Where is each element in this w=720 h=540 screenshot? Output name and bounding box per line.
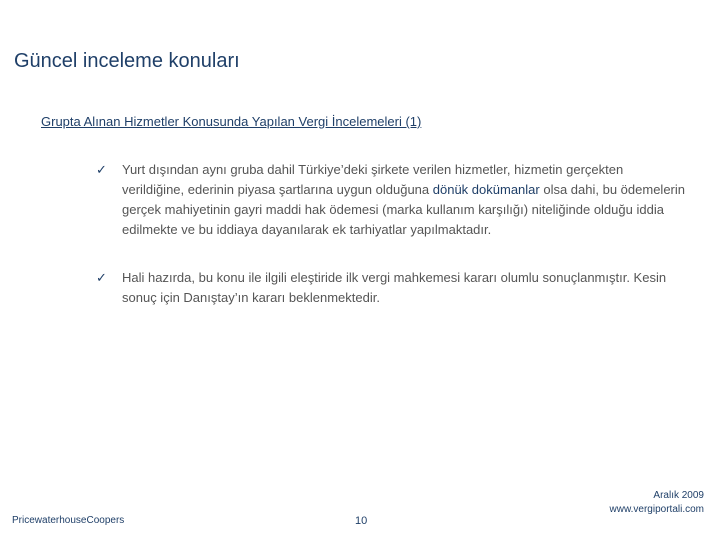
bullet-text-highlight: dönük dokümanlar [432, 182, 540, 197]
footer-date: Aralık 2009 [653, 490, 704, 501]
bullet-item [96, 160, 686, 240]
bullet-item [96, 268, 686, 308]
page-number: 10 [355, 515, 368, 527]
bullet-text-part: Yurt dışından aynı gruba dahil Türkiye’deki şirkete verilen hizmetler, hizmetin gerçekten verildiğine, ederinin piyasa şartlarına uygun olduğuna [122, 162, 624, 197]
bullet-text [122, 268, 686, 308]
checkmark-icon: ✓ [96, 162, 107, 177]
footer-company: PricewaterhouseCoopers [12, 515, 125, 526]
bullet-text-part: Hali hazırda, bu konu ile ilgili eleştiride ilk vergi mahkemesi kararı olumlu sonuçlanmıştır. Kesin sonuç için Danıştay’ın kararı beklenmektedir. [122, 270, 667, 305]
bullet-list [96, 160, 686, 336]
checkmark-icon: ✓ [96, 270, 107, 285]
footer-meta [610, 489, 704, 517]
bullet-text-part: olsa dahi, bu ödemelerin gerçek mahiyetinin gayri maddi hak ödemesi (marka kullanım karşılığı) niteliğinde olduğu iddia edilmekte ve bu iddiaya dayanılarak ek tarhiyatlar yapılmaktadır. [122, 182, 685, 237]
slide-title: Güncel inceleme konuları [14, 50, 240, 72]
footer-website: www.vergiportali.com [609, 504, 704, 515]
bullet-text [122, 160, 686, 240]
slide-subtitle: Grupta Alınan Hizmetler Konusunda Yapılan Vergi İncelemeleri (1) [41, 114, 422, 129]
